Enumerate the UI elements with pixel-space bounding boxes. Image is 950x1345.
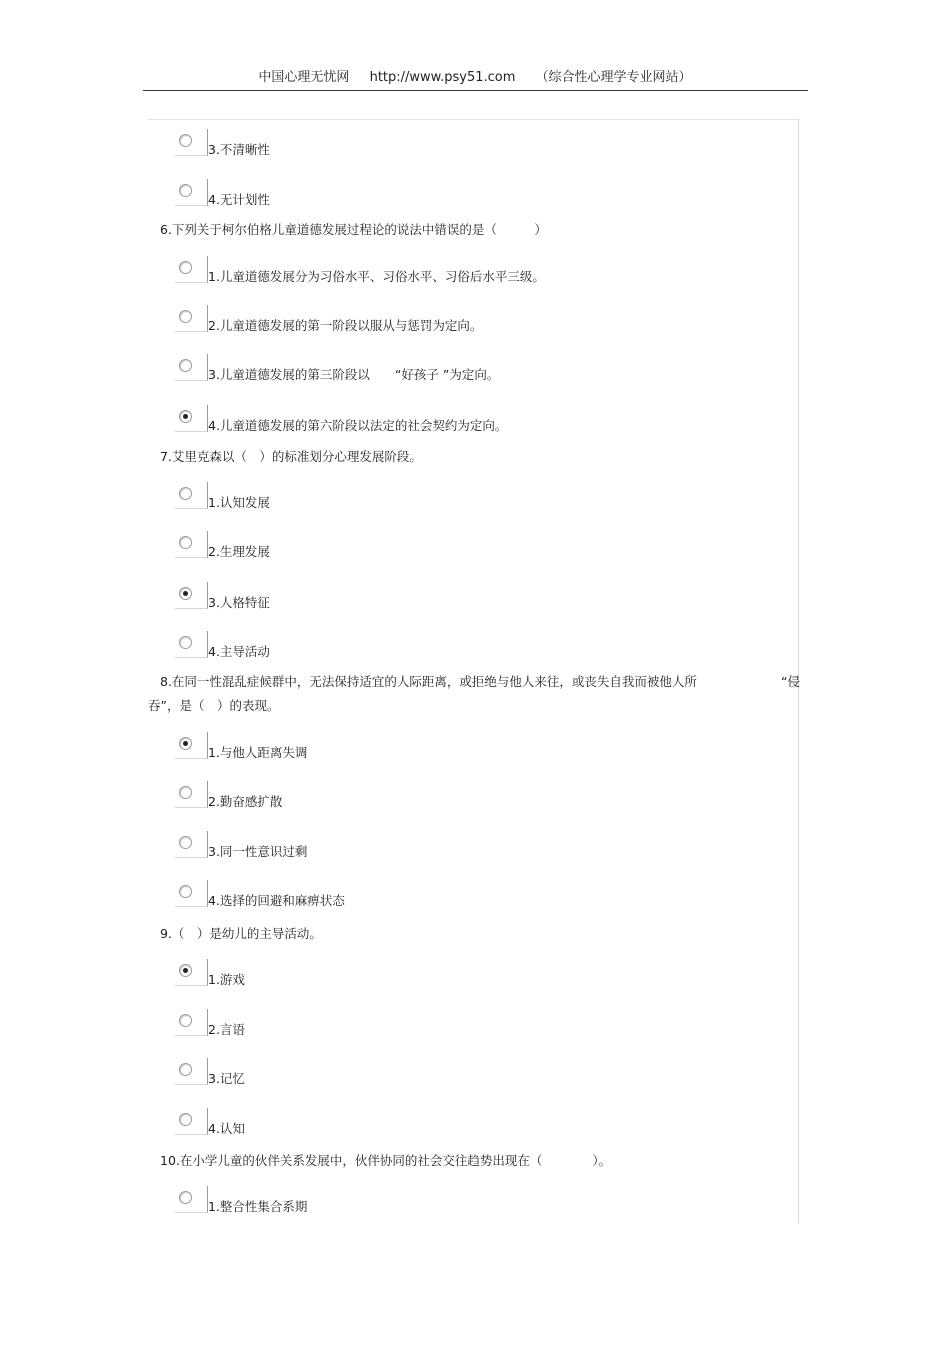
radio-cell (175, 482, 208, 509)
radio-button-icon[interactable] (179, 134, 192, 147)
radio-button-icon[interactable] (179, 1014, 192, 1027)
question-8-line2: 吞”，是（ ）的表现。 (148, 698, 280, 713)
radio-cell (175, 831, 208, 858)
question-8-text (148, 670, 800, 718)
option-label: 4.主导活动 (208, 644, 270, 659)
radio-button-icon[interactable] (179, 885, 192, 898)
option-label: 2.勤奋感扩散 (208, 794, 283, 809)
radio-cell (175, 880, 208, 907)
site-url[interactable]: http://www.psy51.com (369, 70, 516, 85)
radio-cell (175, 305, 208, 332)
option-q10-1[interactable] (175, 1186, 675, 1216)
radio-button-icon[interactable] (179, 636, 192, 649)
radio-button-icon[interactable] (179, 261, 192, 274)
option-q6-3[interactable] (175, 354, 675, 384)
option-q8-2[interactable] (175, 781, 675, 811)
radio-cell (175, 256, 208, 283)
radio-cell (175, 1009, 208, 1036)
question-9-text: 9.（ ）是幼儿的主导活动。 (160, 926, 322, 941)
radio-button-icon[interactable] (179, 1113, 192, 1126)
radio-cell (175, 179, 208, 206)
radio-cell (175, 354, 208, 381)
option-q5-3[interactable] (175, 129, 675, 159)
option-q9-1[interactable] (175, 959, 675, 989)
radio-button-checked-icon[interactable] (179, 410, 192, 423)
radio-cell (175, 1058, 208, 1085)
option-label: 1.认知发展 (208, 495, 270, 510)
radio-button-checked-icon[interactable] (179, 737, 192, 750)
question-7-text: 7.艾里克森以（ ）的标准划分心理发展阶段。 (160, 449, 422, 464)
option-q7-4[interactable] (175, 631, 675, 661)
option-label: 1.游戏 (208, 972, 245, 987)
question-8-line1: 8.在同一性混乱症候群中，无法保持适宜的人际距离，或拒绝与他人来往，或丧失自我而被他人所 (160, 674, 697, 689)
option-q9-2[interactable] (175, 1009, 675, 1039)
radio-cell (175, 1186, 208, 1213)
radio-button-checked-icon[interactable] (179, 964, 192, 977)
radio-button-checked-icon[interactable] (179, 587, 192, 600)
site-name: 中国心理无忧网 (258, 70, 350, 85)
radio-cell (175, 129, 208, 156)
radio-button-icon[interactable] (179, 184, 192, 197)
option-label: 4.认知 (208, 1121, 245, 1136)
option-label: 2.言语 (208, 1022, 245, 1037)
option-q5-4[interactable] (175, 179, 675, 209)
option-label: 4.儿童道德发展的第六阶段以法定的社会契约为定向。 (208, 418, 508, 433)
option-label: 4.选择的回避和麻痹状态 (208, 893, 345, 908)
radio-button-icon[interactable] (179, 359, 192, 372)
option-q9-3[interactable] (175, 1058, 675, 1088)
option-q7-3[interactable] (175, 582, 675, 612)
radio-cell (175, 531, 208, 558)
option-label: 3.人格特征 (208, 595, 270, 610)
radio-button-icon[interactable] (179, 836, 192, 849)
radio-cell (175, 631, 208, 658)
option-label: 3.记忆 (208, 1071, 245, 1086)
radio-button-icon[interactable] (179, 536, 192, 549)
option-label: 4.无计划性 (208, 192, 270, 207)
radio-button-icon[interactable] (179, 310, 192, 323)
question-8-tail: “侵 (781, 674, 800, 689)
site-tagline: （综合性心理学专业网站） (535, 70, 692, 85)
option-label: 3.儿童道德发展的第三阶段以 “好孩子 ”为定向。 (208, 367, 500, 382)
option-label: 3.同一性意识过剩 (208, 844, 308, 859)
radio-cell (175, 1108, 208, 1135)
question-6-text: 6.下列关于柯尔伯格儿童道德发展过程论的说法中错误的是（ ） (160, 222, 547, 237)
option-q8-1[interactable] (175, 732, 675, 762)
radio-button-icon[interactable] (179, 1063, 192, 1076)
option-label: 1.整合性集合系期 (208, 1199, 308, 1214)
question-10-text: 10.在小学儿童的伙伴关系发展中，伙伴协同的社会交往趋势出现在（ ）。 (160, 1153, 612, 1168)
option-q6-4[interactable] (175, 405, 675, 435)
option-label: 1.儿童道德发展分为习俗水平、习俗水平、习俗后水平三级。 (208, 269, 545, 284)
option-q8-4[interactable] (175, 880, 675, 910)
option-q6-2[interactable] (175, 305, 675, 335)
option-label: 2.生理发展 (208, 544, 270, 559)
option-label: 2.儿童道德发展的第一阶段以服从与惩罚为定向。 (208, 318, 483, 333)
option-label: 1.与他人距离失调 (208, 745, 308, 760)
option-q7-2[interactable] (175, 531, 675, 561)
option-q8-3[interactable] (175, 831, 675, 861)
radio-button-icon[interactable] (179, 1191, 192, 1204)
radio-cell (175, 781, 208, 808)
option-label: 3.不清晰性 (208, 142, 270, 157)
radio-cell (175, 405, 208, 432)
option-q7-1[interactable] (175, 482, 675, 512)
radio-cell (175, 732, 208, 759)
radio-cell (175, 959, 208, 986)
radio-button-icon[interactable] (179, 786, 192, 799)
radio-cell (175, 582, 208, 609)
option-q6-1[interactable] (175, 256, 675, 286)
radio-button-icon[interactable] (179, 487, 192, 500)
option-q9-4[interactable] (175, 1108, 675, 1138)
